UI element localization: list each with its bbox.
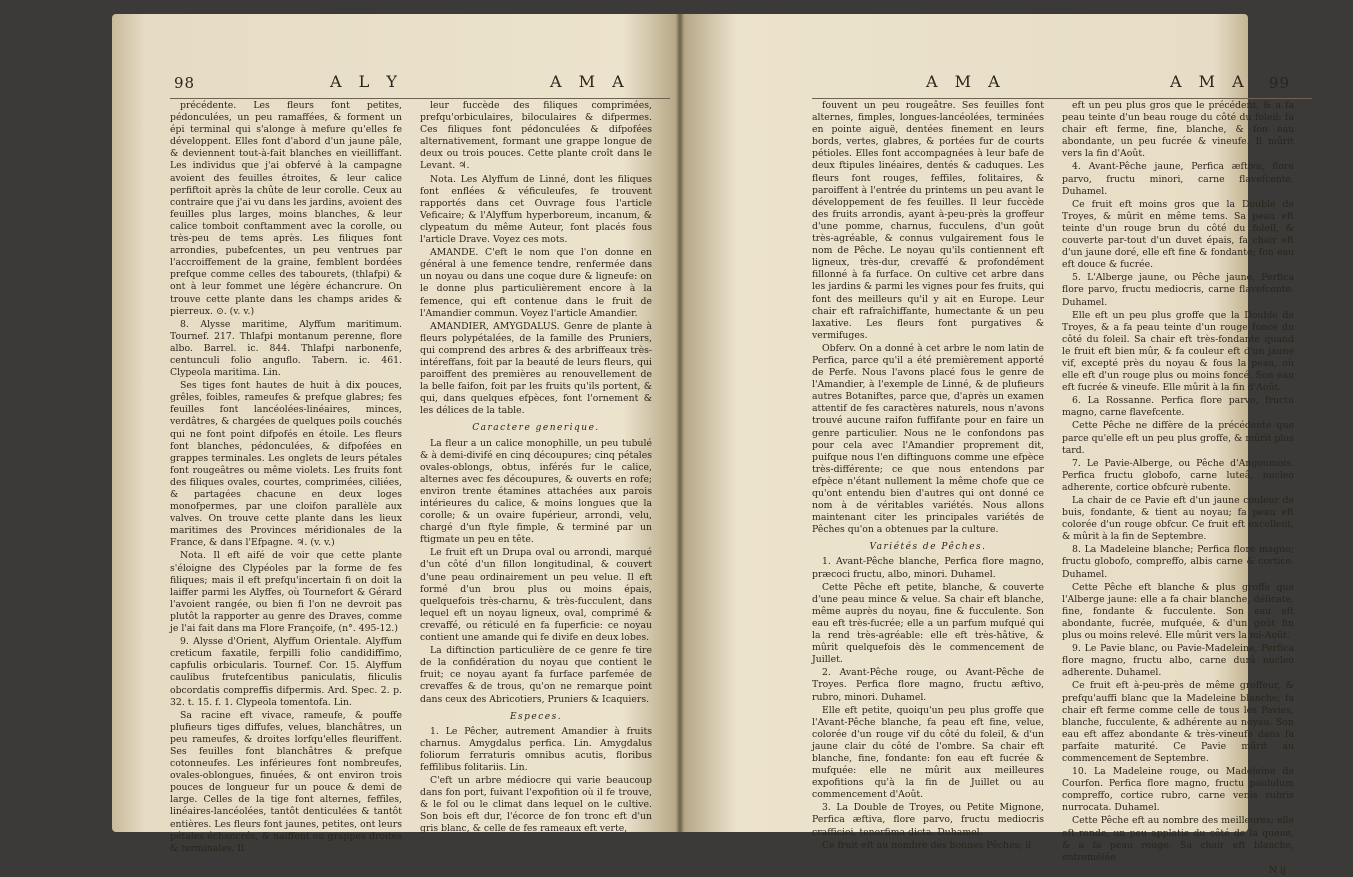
right-running-head xyxy=(812,72,1312,100)
paragraph: AMANDE. C'eft le nom que l'on donne en général à une femence tendre, renfermée dans un noyau ou dans une coque dure & ligneufe: on le donne plus particulièrement encore à la femence, qui eft contenue dans le fruit de l'Amandier commun. Voyez l'article Amandier. xyxy=(420,247,652,319)
left-column-a xyxy=(170,100,402,854)
paragraph: 8. La Madeleine blanche; Perfica flore magno; fructu globofo, compreffo, albis carne & cortice. Duhamel. xyxy=(1062,544,1294,580)
paragraph: 8. Alysse maritime, Alyffum maritimum. Tournef. 217. Thlafpi montanum perenne, flore albo. Barrel. ic. 844. Thlafpi narbonenfe, centunculi folio anguflo. Tabern. ic. 461. Clypeola maritima. Lin. xyxy=(170,318,402,379)
section-heading: Especes. xyxy=(509,711,563,722)
paragraph: 2. Avant-Pêche rouge, ou Avant-Pêche de Troyes. Perfica flore magno, fructu æftivo, rubro, minori. Duhamel. xyxy=(812,667,1044,703)
paragraph: leur fuccède des filiques comprimées, prefqu'orbiculaires, biloculaires & difpermes. Ces filiques font pédonculées & difpofées alternativement, formant une grappe longue de deux ou trois pouces. Cette plante croît dans le Levant. ♃. xyxy=(420,100,652,172)
paragraph: 3. La Double de Troyes, ou Petite Mignone, Perfica æftiva, flore parvo, fructu mediocris crafficiei, tenerfima dicta. Duhamel. xyxy=(812,802,1044,838)
paragraph: C'eft un arbre médiocre qui varie beaucoup dans fon port, fuivant l'expofition où il fe trouve, & le fol ou le climat dans lequel on le cultive. Son bois eft dur, l'écorce de fon tronc eft d'un gris blanc, & celle de fes rameaux eft verte, xyxy=(420,775,652,835)
left-head-word-1: A L Y xyxy=(330,72,403,91)
paragraph: Ses tiges font hautes de huit à dix pouces, grêles, foibles, rameufes & prefque glabres; fes feuilles font lancéolées-linéaires, minces, verdâtres, & chargées de quelques poils couchés qui ne font point difpofés en étoile. Les fleurs font blanches, pédonculées, & difpofées en grappes terminales. Les onglets de leurs pétales font rougeâtres ou même violets. Les fruits font des filiques ovales, courtes, comprimées, ciliées, & partagées chacune en deux loges monofpermes, par une cloifon parallèle aux valves. On trouve cette plante dans les lieux maritimes des Provinces méridionales de la France, & dans l'Efpagne. ♃. (v. v.) xyxy=(170,380,402,549)
paragraph: fouvent un peu rougeâtre. Ses feuilles font alternes, fimples, longues-lancéolées, terminées en pointe aiguë, dentées finement en leurs bords, vertes, glabres, & portées fur de courts pétioles. Elles font accompagnées à leur bafe de deux ftipules linéaires, dentés & caduques. Les fleurs font rouges, feffiles, folitaires, & paroiffent à l'entrée du printems un peu avant le développement de fes feuilles. Il leur fuccède des fruits arrondis, ayant à-peu-près la groffeur d'une pomme, charnus, fucculens, d'un goût très-agréable, & connus vulgairement fous le nom de Pêche. Le noyau qu'ils contiennent eft ligneux, très-dur, crevaffé & profondément fillonné à fa furface. On cultive cet arbre dans les jardins & parmi les vignes pour fes fruits, qui font des meilleurs qu'il y ait en Europe. Leur chair eft rafraîchiffante, humectante & un peu laxative. Les fleurs font purgatives & vermifuges. xyxy=(812,100,1044,341)
signature-mark: N ij xyxy=(1269,864,1286,876)
paragraph: La chair de ce Pavie eft d'un jaune couleur de buis, fondante, & tient au noyau; fa peau eft colorée d'un rouge obfcur. Ce fruit eft excellent, & mûrit à la fin de Septembre. xyxy=(1062,495,1294,543)
paragraph: Cette Pêche ne diffère de la précédente que parce qu'elle eft un peu plus groffe, & mûrit plus tard. xyxy=(1062,420,1294,456)
right-page xyxy=(812,72,1312,876)
paragraph: 5. L'Alberge jaune, ou Pêche jaune, Perfica flore parvo, fructu mediocris, carne flavefcente. Duhamel. xyxy=(1062,272,1294,308)
paragraph: 1. Avant-Pêche blanche, Perfica flore magno, præcoci fructu, albo, minori. Duhamel. xyxy=(812,556,1044,580)
paragraph: Elle eft petite, quoiqu'un peu plus groffe que l'Avant-Pêche blanche, fa peau eft fine, velue, colorée d'un rouge vif du côté du foleil, & d'un jaune clair du côté de l'ombre. Sa chair eft blanche, fine, fondante: fon eau eft fucrée & mufquée: elle ne mûrit aux meilleures expofitions qu'à la fin de Juillet ou au commencement d'Août. xyxy=(812,704,1044,801)
paragraph: 7. Le Pavie-Alberge, ou Pêche d'Angoumois. Perfica fructu globofo, carne luteâ, nucleo adherente, cortice obfcurè rubente. xyxy=(1062,457,1294,493)
right-head-rule xyxy=(812,98,1312,99)
left-running-head xyxy=(170,72,670,100)
paragraph: 4. Avant-Pêche jaune, Perfica æftiva, flore parvo, fructu minori, carne flavefcente. Duhamel. xyxy=(1062,161,1294,197)
section-heading: Caractere generique. xyxy=(472,423,600,434)
paragraph: AMANDIER, AMYGDALUS. Genre de plante à fleurs polypétalées, de la famille des Pruniers, qui comprend des arbres & des arbriffeaux très-intéreffans, foit par la beauté de leurs fleurs, qui paroiffent des premières au renouvellement de la belle faifon, foit par les fruits qu'ils portent, & qui, dans quelques efpèces, font l'ornement & les délices de la table. xyxy=(420,320,652,417)
paragraph: Ce fruit eft moins gros que la Double de Troyes, & mûrit en même tems. Sa peau eft teinte d'un rouge brun du côté du foleil, & couverte par-tout d'un duvet épais, fa chair eft d'un jaune doré, elle eft fine & fondante; fon eau eft douce & fucrée. xyxy=(1062,198,1294,271)
paragraph: Cette Pêche eft blanche & plus groffe que l'Alberge jaune: elle a fa chair blanche, délicate, fine, fondante & fucculente. Son eau eft abondante, fucrée, mufquée, & d'un goût fin plus ou moins relevé. Elle mûrit vers la mi-Août. xyxy=(1062,581,1294,642)
left-head-rule xyxy=(170,98,670,99)
paragraph: Cette Pêche eft au nombre des meilleures; elle eft ronde, un peu applatie du côté de la queue, & a fa peau rouge. Sa chair eft blanche, entremêlée xyxy=(1062,815,1294,863)
paragraph: Cette Pêche eft petite, blanche, & couverte d'une peau mince & velue. Sa chair eft blanche, même auprès du noyau, fine & fucculente. Son eau eft très-fucrée; elle a un parfum mufqué qui la rend très-agréable: elle eft très-hâtive, & mûrit quelquefois dès le commencement de Juillet. xyxy=(812,581,1044,666)
paragraph: Sa racine eft vivace, rameufe, & pouffe plufieurs tiges diffufes, velues, blanchâtres, un peu rameufes, & droites lorfqu'elles fleuriffent. Ses feuilles font blanchâtres & prefque cotonneufes. Les inférieures font nombreufes, ovales-oblongues, finuées, & ont environ trois pouces de longueur fur un pouce & demi de large. Celles de la tige font alternes, feffiles, linéaires-lancéolées, tantôt denticulées & tantôt entières. Les fleurs font jaunes, petites, ont leurs pétales échancrés, & naiffent en grappes droites & terminales. Il xyxy=(170,709,402,854)
paragraph: Le fruit eft un Drupa oval ou arrondi, marqué d'un côté d'un fillon longitudinal, & couvert d'une peau ordinairement un peu velue. Il eft formé d'un brou plus ou moins épais, quelquefois très-charnu, & très-fucculent, dans lequel eft un noyau ligneux, oval, comprimé & crevaffé, ou réticulé en fa fuperficie: ce noyau contient une amande qui fe divife en deux lobes. xyxy=(420,547,652,644)
paragraph: 9. Le Pavie blanc, ou Pavie-Madeleine, Perfica flore magno, fructu albo, carne durâ nucleo adherente. Duhamel. xyxy=(1062,643,1294,679)
paragraph: 1. Le Pêcher, autrement Amandier à fruits charnus. Amygdalus perfica. Lin. Amygdalus foliorum ferraturis omnibus acutis, floribus feffilibus folitariis. Lin. xyxy=(420,725,652,773)
paragraph: La fleur a un calice monophille, un peu tubulé & à demi-divifé en cinq découpures; cinq pétales ovales-oblongs, obtus, inférés fur le calice, alternes avec fes découpures, & ouverts en rofe; environ trente étamines attachées aux parois intérieures du calice, & moins longues que la corolle; & un ovaire fupérieur, arrondi, velu, chargé d'un ftyle fimple, & terminé par un ftigmate un peu en tête. xyxy=(420,437,652,546)
left-column-b xyxy=(420,100,652,835)
paragraph: Obferv. On a donné à cet arbre le nom latin de Perfica, parce qu'il a été premièrement apporté de Perfe. Nous l'avons placé fous le genre de l'Amandier, à l'exemple de Linné, & de plufieurs autres Botaniftes, parce que, d'après un examen attentif de fes caractères naturels, nous n'avons trouvé aucune raifon fuffifante pour en faire un genre particulier. Nous ne le confondons pas pour cela avec l'Amandier proprement dit, puifque nous l'en diftinguons comme une efpèce très-différente; ce que nous entendons par efpèce n'étant nullement la même chofe que ce qu'ont entendu bien d'autres qui ont donné ce nom à de véritables variétés. Nous allons maintenant citer les principales variétés de Pêches qu'on a obtenues par la culture. xyxy=(812,342,1044,536)
section-heading: Variétés de Pêches. xyxy=(869,542,987,553)
paragraph: 9. Alysse d'Orient, Alyffum Orientale. Alyffum creticum faxatile, ferpilli folio candidiffimo, capfulis orbicularis. Tournef. Cor. 15. Alyffum caulibus frutefcentibus paniculatis, filiculis obcordatis compreffis difpermis. Ard. Spec. 2. p. 32. t. 15. f. 1. Clypeola tomentofa. Lin. xyxy=(170,636,402,708)
paragraph: Elle eft un peu plus groffe que la Double de Troyes, & a fa peau teinte d'un rouge foncé du côté du foleil. Sa chair eft très-fondante quand le fruit eft bien mûr, & fa couleur eft d'un jaune vif, excepté près du noyau & fous la peau, où elle eft d'un rouge plus ou moins foncé. Son eau eft fucrée & vineufe. Elle mûrit à la fin d'Août. xyxy=(1062,309,1294,394)
left-head-word-2: A M A xyxy=(550,72,630,91)
open-book xyxy=(112,14,1294,876)
left-page-number: 98 xyxy=(174,74,196,92)
paragraph: précédente. Les fleurs font petites, pédonculées, un peu ramaffées, & forment un épi terminal qui s'alonge à mefure qu'elles fe développent. Elles font d'abord d'un jaune pâle, & deviennent tout-à-fait blanches en vieilliffant. Les individus que j'ai obfervé à la campagne avoient des feuilles étroites, & leur calice perfiftoit après la chûte de leur corolle. Ceux au contraire que j'ai vu dans les jardins, avoient des feuilles plus larges, moins blanches, & leur calice tomboit conftamment avec la corolle, ou très-peu de tems après. Les filiques font arrondies, pubefcentes, un peu ventrues par l'accroiffement de la graine, femblent bordées prefque comme celles des tabourets, (thlafpi) & ont à leur fommet une légère échancrure. On trouve cette plante dans les champs arides & pierreux. ⊙. (v. v.) xyxy=(170,100,402,317)
right-page-number: 99 xyxy=(1268,74,1290,92)
paragraph: Ce fruit eft au nombre des bonnes Pêches; il xyxy=(822,839,1032,851)
paragraph: Ce fruit eft à-peu-près de même groffeur, & prefqu'auffi blanc que la Madeleine blanche; fa chair eft ferme comme celle de tous les Pavies, blanche, fucculente, & adhérente au noyau. Son eau eft affez abondante & très-vineufe dans fa parfaite maturité. Ce Pavie mûrit au commencement de Septembre. xyxy=(1062,680,1294,764)
paragraph: La diftinction particulière de ce genre fe tire de la confidération du noyau que contient le fruit; ce noyau ayant fa furface parfemée de crevaffes & de trous, qu'on ne remarque point dans ceux des Abricotiers, Pruniers & Icaquiers. xyxy=(420,645,652,705)
paragraph: eft un peu plus gros que le précédent, & a fa peau teinte d'un beau rouge du côté du foleil: fa chair eft ferme, fine, blanche, & fon eau abondante, un peu fucrée & vineufe. Il mûrit vers la fin d'Août. xyxy=(1062,100,1294,160)
right-head-word-1: A M A xyxy=(926,72,1006,91)
paragraph: 10. La Madeleine rouge, ou Madeleine de Courfon. Perfica flore magno, fructu paululum compreffo, cortice rubro, carne venis rubris nurrocata. Duhamel. xyxy=(1062,766,1294,814)
paragraph: Nota. Les Alyffum de Linné, dont les filiques font enflées & véficuleufes, fe trouvent rapportés dans cet Ouvrage fous l'article Veficaire; & l'Alyffum hyperboreum, incanum, & clypeatum du même Auteur, font placés fous l'article Drave. Voyez ces mots. xyxy=(420,173,652,246)
left-page xyxy=(170,72,670,854)
paragraph: Nota. Il eft aifé de voir que cette plante s'éloigne des Clypéoles par la forme de fes filiques; mais il eft prefqu'incertain fi on doit la laiffer parmi les Alyffes, où Tournefort & Gérard l'avoient rangée, ou bien fi l'on ne devroit pas plutôt la rapporter au genre des Draves, comme je l'ai fait dans ma Flore Françoife, (n°. 495-12.) xyxy=(170,550,402,635)
right-column-b xyxy=(1062,100,1294,876)
right-column-a xyxy=(812,100,1044,851)
right-head-word-2: A M A xyxy=(1170,72,1250,91)
paragraph: 6. La Rossanne. Perfica flore parvo, fructu magno, carne flavefcente. xyxy=(1062,395,1294,419)
